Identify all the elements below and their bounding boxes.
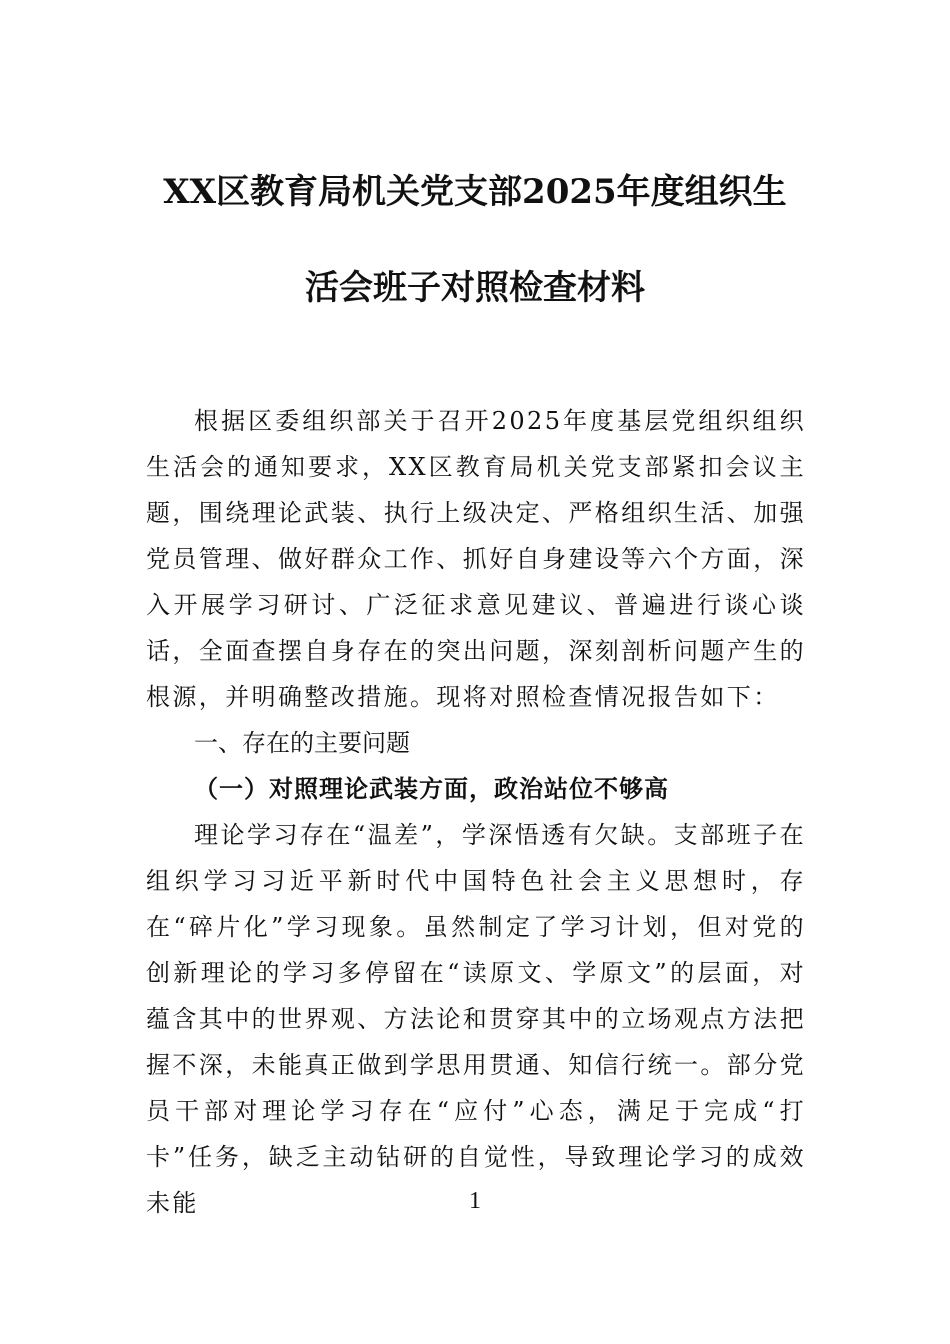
subsection-paragraph: 理论学习存在“温差”，学深悟透有欠缺。支部班子在组织学习习近平新时代中国特色社会主义思想时，存在“碎片化”学习现象。虽然制定了学习计划，但对党的创新理论的学习多停留在“读原文、学原文”的层面，对蕴含其中的世界观、方法论和贯穿其中的立场观点方法把握不深，未能真正做到学思用贯通、知信行统一。部分党员干部对理论学习存在“应付”心态，满足于完成“打卡”任务，缺乏主动钻研的自觉性，导致理论学习的成效未能 [146,821,806,1217]
intro-paragraph: 根据区委组织部关于召开2025年度基层党组织组织生活会的通知要求，XX区教育局机关党支部紧扣会议主题，围绕理论武装、执行上级决定、严格组织生活、加强党员管理、做好群众工作、抓好自身建设等六个方面，深入开展学习研讨、广泛征求意见建议、普遍进行谈心谈话，全面查摆自身存在的突出问题，深刻剖析问题产生的根源，并明确整改措施。现将对照检查情况报告如下： [146,407,806,711]
section-heading: 一、存在的主要问题 [194,729,410,757]
document-title-line-1: XX区教育局机关党支部2025年度组织生 [163,172,787,212]
document-body [146,398,806,1226]
page-number: 1 [469,1188,481,1214]
document-title-line-2: 活会班子对照检查材料 [305,268,645,308]
subsection-heading: （一）对照理论武装方面，政治站位不够高 [194,774,669,803]
